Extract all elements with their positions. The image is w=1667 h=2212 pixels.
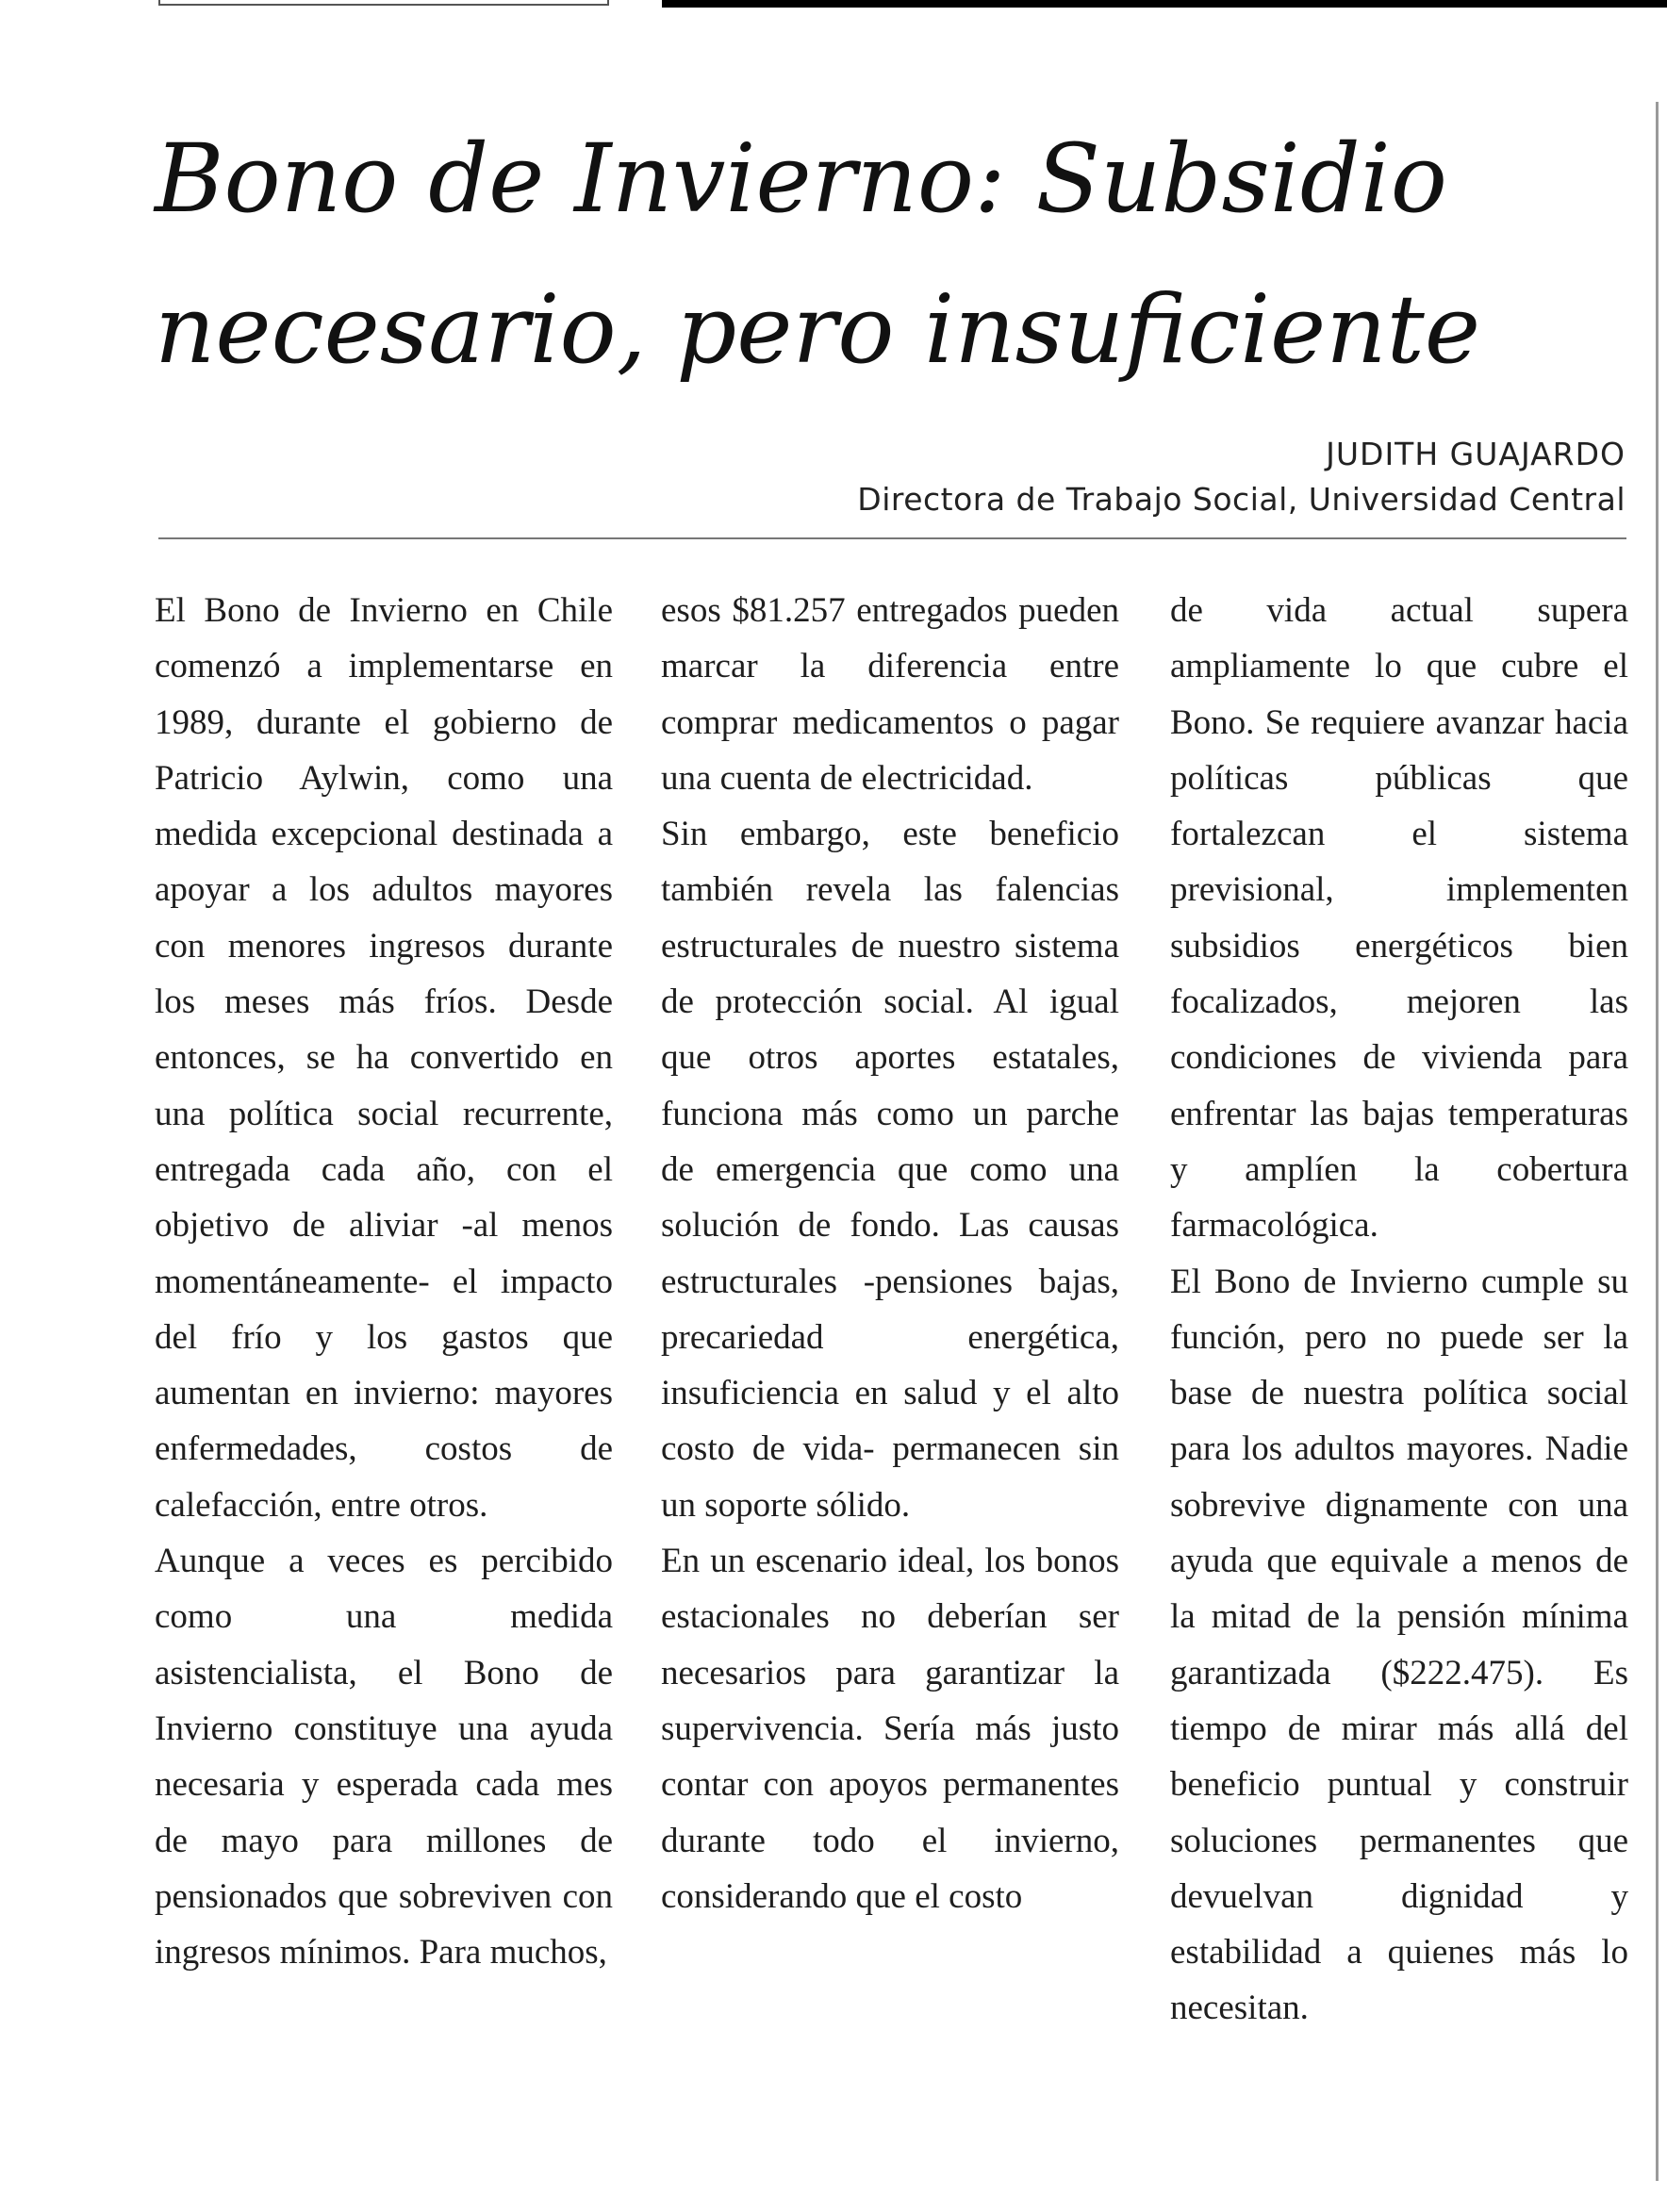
author-name: JUDITH GUAJARDO xyxy=(1326,436,1626,472)
page-edge-line xyxy=(1656,102,1659,2181)
author-role: Directora de Trabajo Social, Universidad Central xyxy=(857,481,1626,518)
column-3-paragraph-2: El Bono de Invierno cumple su función, pero no puede ser la base de nuestra política social para los adultos mayores. Nadie sobrevive dignamente con una ayuda que equivale a menos de la mitad de la pensión mínima garantizada ($222.475). Es tiempo de mirar más allá del beneficio puntual y construir soluciones permanentes que devuelvan dignidad y estabilidad a quienes más lo necesitan. xyxy=(1170,1262,1628,2028)
article-column-3 xyxy=(1170,583,1628,2037)
column-2-paragraph-3: En un escenario ideal, los bonos estacionales no deberían ser necesarios para garantizar la supervivencia. Sería más justo contar con apoyos permanentes durante todo el invierno, considerando que el costo xyxy=(661,1542,1119,1916)
column-2-paragraph-2: Sin embargo, este beneficio también revela las falencias estructurales de nuestro sistema de protección social. Al igual que otros aportes estatales, funciona más como un parche de emergencia que como una solución de fondo. Las causas estructurales -pensiones bajas, precariedad energética, insuficiencia en salud y el alto costo de vida- permanecen sin un soporte sólido. xyxy=(661,815,1119,1525)
column-3-paragraph-1: de vida actual supera ampliamente lo que cubre el Bono. Se requiere avanzar hacia políticas públicas que fortalezcan el sistema previsional, implementen subsidios energéticos bien focalizados, mejoren las condiciones de vivienda para enfrentar las bajas temperaturas y amplíen la cobertura farmacológica. xyxy=(1170,591,1628,1246)
top-left-frame-rule xyxy=(158,0,609,6)
top-black-bar xyxy=(662,0,1667,8)
column-1-paragraph-1: El Bono de Invierno en Chile comenzó a implementarse en 1989, durante el gobierno de Patricio Aylwin, como una medida excepcional destinada a apoyar a los adultos mayores con menores ingresos durante los meses más fríos. Desde entonces, se ha convertido en una política social recurrente, entregada cada año, con el objetivo de aliviar -al menos momentáneamente- el impacto del frío y los gastos que aumentan en invierno: mayores enfermedades, costos de calefacción, entre otros. xyxy=(155,591,613,1525)
article-headline: Bono de Invierno: Subsidio necesario, pero insuficiente xyxy=(155,124,1481,385)
byline xyxy=(857,432,1626,522)
column-2-paragraph-1: esos $81.257 entregados pueden marcar la diferencia entre comprar medicamentos o pagar una cuenta de electricidad. xyxy=(661,591,1119,798)
article-column-2 xyxy=(661,583,1119,1924)
byline-separator xyxy=(158,537,1626,539)
article-column-1 xyxy=(155,583,613,1980)
column-1-paragraph-2: Aunque a veces es percibido como una medida asistencialista, el Bono de Invierno constituye una ayuda necesaria y esperada cada mes de mayo para millones de pensionados que sobreviven con ingresos mínimos. Para muchos, xyxy=(155,1542,613,1973)
